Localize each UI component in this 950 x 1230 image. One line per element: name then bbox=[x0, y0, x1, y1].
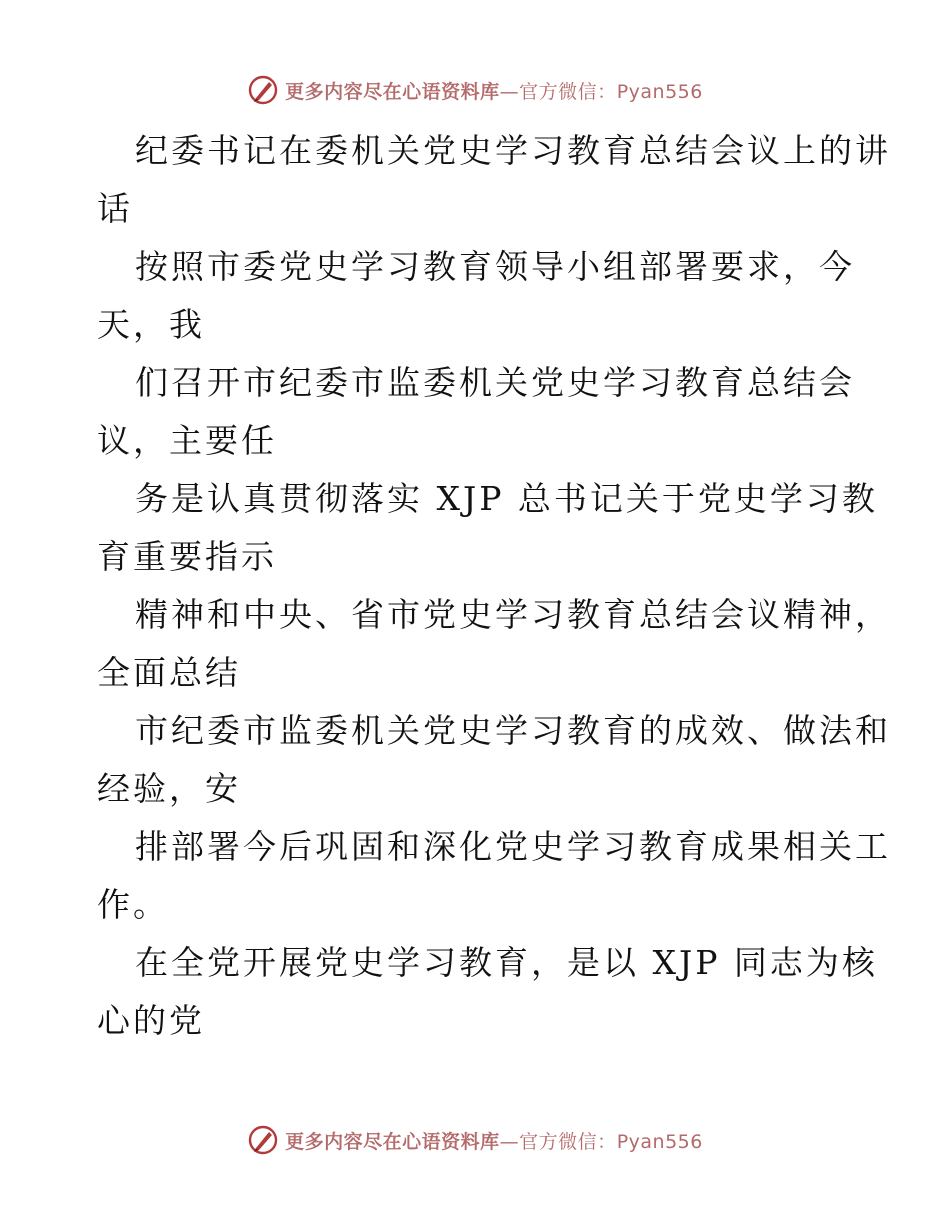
paragraph-line: 经验，安 bbox=[97, 769, 241, 808]
title-line-1: 纪委书记在委机关党史学习教育总结会议上的讲 bbox=[135, 131, 891, 170]
banner-separator: — bbox=[499, 1130, 520, 1153]
paragraph-line: 心的党 bbox=[97, 1001, 205, 1040]
banner-wechat-id: Pyan556 bbox=[616, 1130, 703, 1153]
paragraph-line: 们召开市纪委市监委机关党史学习教育总结会 bbox=[135, 363, 855, 402]
banner-main-text: 更多内容尽在心语资料库 bbox=[285, 80, 500, 103]
paragraph-line: 市纪委市监委机关党史学习教育的成效、做法和 bbox=[135, 711, 891, 750]
title-line-2: 话 bbox=[97, 189, 133, 228]
quill-pen-icon bbox=[247, 74, 279, 106]
footer-watermark-banner bbox=[0, 1120, 950, 1160]
paragraph-line: 在全党开展党史学习教育，是以 XJP 同志为核 bbox=[135, 943, 878, 982]
paragraph-line: 育重要指示 bbox=[97, 537, 277, 576]
paragraph-line: 全面总结 bbox=[97, 653, 241, 692]
paragraph-line: 天，我 bbox=[97, 305, 205, 344]
header-watermark-banner bbox=[0, 70, 950, 110]
document-body bbox=[97, 122, 891, 1050]
banner-wechat-id: Pyan556 bbox=[616, 80, 703, 103]
paragraph-line: 精神和中央、省市党史学习教育总结会议精神， bbox=[135, 595, 891, 634]
paragraph-line: 按照市委党史学习教育领导小组部署要求，今 bbox=[135, 247, 855, 286]
banner-text bbox=[285, 1127, 703, 1154]
paragraph-line: 排部署今后巩固和深化党史学习教育成果相关工 bbox=[135, 827, 891, 866]
banner-wechat-label: 官方微信： bbox=[519, 80, 617, 103]
paragraph-line: 议，主要任 bbox=[97, 421, 277, 460]
quill-pen-icon bbox=[247, 1124, 279, 1156]
paragraph-line: 务是认真贯彻落实 XJP 总书记关于党史学习教 bbox=[135, 479, 878, 518]
paragraph-line: 作。 bbox=[97, 885, 169, 924]
banner-wechat-label: 官方微信： bbox=[519, 1130, 617, 1153]
banner-main-text: 更多内容尽在心语资料库 bbox=[285, 1130, 500, 1153]
banner-text bbox=[285, 77, 703, 104]
banner-separator: — bbox=[499, 80, 520, 103]
